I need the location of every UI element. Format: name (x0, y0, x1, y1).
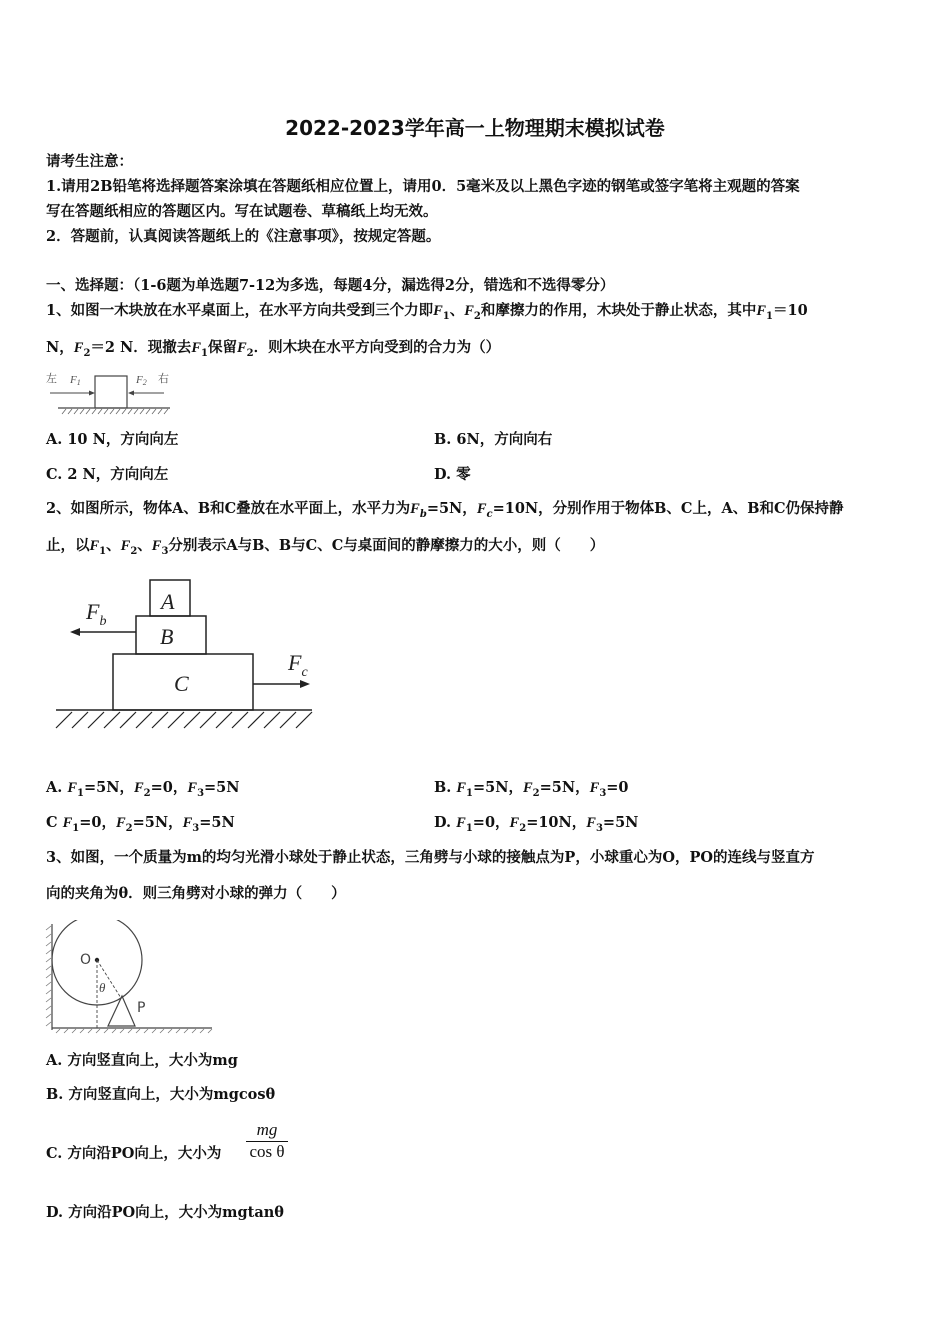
q3-wall-hatch (46, 926, 51, 1026)
q3-stem-line-1: 3、如图，一个质量为m的均匀光滑小球处于静止状态，三角劈与小球的接触点为P，小球重心为O，PO的连线与竖直方 (46, 849, 815, 866)
q2-stem-line-2: 止，以$F_1$、$F_2$、$F_3$分别表示A与B、B与C、C与桌面间的静摩擦力的大小，则（ ） (46, 537, 605, 557)
q2-label-fc: $F_c$ (288, 650, 308, 680)
q3-ball-wedge-diagram (44, 920, 216, 1036)
notice-item-1-line-2: 写在答题纸相应的答题区内。写在试题卷、草稿纸上均无效。 (46, 203, 438, 220)
q1-stem-line-1: 1、如图一木块放在水平桌面上，在水平方向共受到三个力即$F_1$、$F_2$和摩擦力的作用，木块处于静止状态，其中$F_1=10$ (46, 302, 808, 322)
q3-fraction-numerator: mg (246, 1120, 288, 1142)
q2-label-fb: $F_b$ (86, 599, 107, 629)
q2-ground-hatch (56, 712, 312, 728)
q1-arrow-f2-head (128, 391, 134, 396)
q1-label-f1: F1 (70, 374, 81, 387)
q1-label-right: 右 (158, 372, 169, 385)
q3-option-b[interactable]: B. 方向竖直向上，大小为mgcosθ (46, 1086, 276, 1103)
q2-label-c: C (174, 671, 189, 696)
q2-label-a: A (161, 589, 175, 614)
q1-block-diagram (44, 366, 184, 418)
section-heading: 一、选择题：（1-6题为单选题7-12为多选，每题4分，漏选得2分，错选和不选得零分） (46, 277, 615, 294)
q1-wood-block (95, 376, 127, 408)
q2-option-a[interactable]: A. $F_1=5N$，$F_2=0$，$F_3=5N$ (46, 779, 240, 799)
q1-option-b[interactable]: B. 6N，方向向右 (434, 431, 553, 448)
notice-heading: 请考生注意： (46, 153, 133, 170)
q3-option-a[interactable]: A. 方向竖直向上，大小为mg (46, 1052, 238, 1069)
q1-table-hatch (62, 409, 168, 414)
q1-label-left: 左 (46, 372, 57, 385)
q2-label-b: B (160, 624, 174, 649)
q1-label-f2: F2 (136, 374, 147, 387)
q1-stem-line-2: N，$F_2=2$ N．现撤去$F_1$保留$F_2$．则木块在水平方向受到的合力为（） (46, 339, 501, 359)
q1-option-c[interactable]: C. 2 N，方向向左 (46, 466, 169, 483)
q3-floor-hatch (56, 1029, 212, 1033)
q3-label-theta: θ (99, 980, 106, 995)
q2-option-b[interactable]: B. $F_1=5N$，$F_2=5N$，$F_3=0$ (434, 779, 629, 799)
q2-arrow-fc-head (300, 680, 310, 688)
q3-option-d[interactable]: D. 方向沿PO向上，大小为mgtanθ (46, 1204, 284, 1221)
q3-option-c-fraction (246, 1120, 288, 1162)
q2-option-d[interactable]: D. $F_1=0$，$F_2=10N$，$F_3=5N$ (434, 814, 639, 834)
q1-arrow-f1-head (89, 391, 95, 396)
q2-option-c[interactable]: C $F_1=0$，$F_2=5N$，$F_3=5N$ (46, 814, 235, 834)
q1-option-a[interactable]: A. 10 N，方向向左 (46, 431, 179, 448)
q1-option-d[interactable]: D. 零 (434, 466, 471, 483)
notice-item-1-line-1: 1.请用2B铅笔将选择题答案涂填在答题纸相应位置上，请用0．5毫米及以上黑色字迹的钢笔或签字笔将主观题的答案 (46, 178, 800, 195)
q2-stacked-blocks-diagram (50, 574, 320, 734)
q3-wedge (108, 996, 135, 1026)
q3-option-c[interactable]: C. 方向沿PO向上，大小为 (46, 1145, 222, 1162)
q3-stem-line-2: 向的夹角为θ．则三角劈对小球的弹力（ ） (46, 885, 346, 902)
q2-stem-line-1: 2、如图所示，物体A、B和C叠放在水平面上，水平力为$F_b=5N$，$F_c=10N$，分别作用于物体B、C上，A、B和C仍保持静 (46, 500, 844, 520)
q3-label-p: P (137, 1000, 146, 1016)
q3-label-o: O (80, 952, 92, 968)
q3-fraction-denominator: cos θ (249, 1142, 285, 1161)
q2-arrow-fb-head (70, 628, 80, 636)
page-title: 2022-2023学年高一上物理期末模拟试卷 (285, 116, 665, 140)
notice-item-2: 2．答题前，认真阅读答题纸上的《注意事项》，按规定答题。 (46, 228, 441, 245)
